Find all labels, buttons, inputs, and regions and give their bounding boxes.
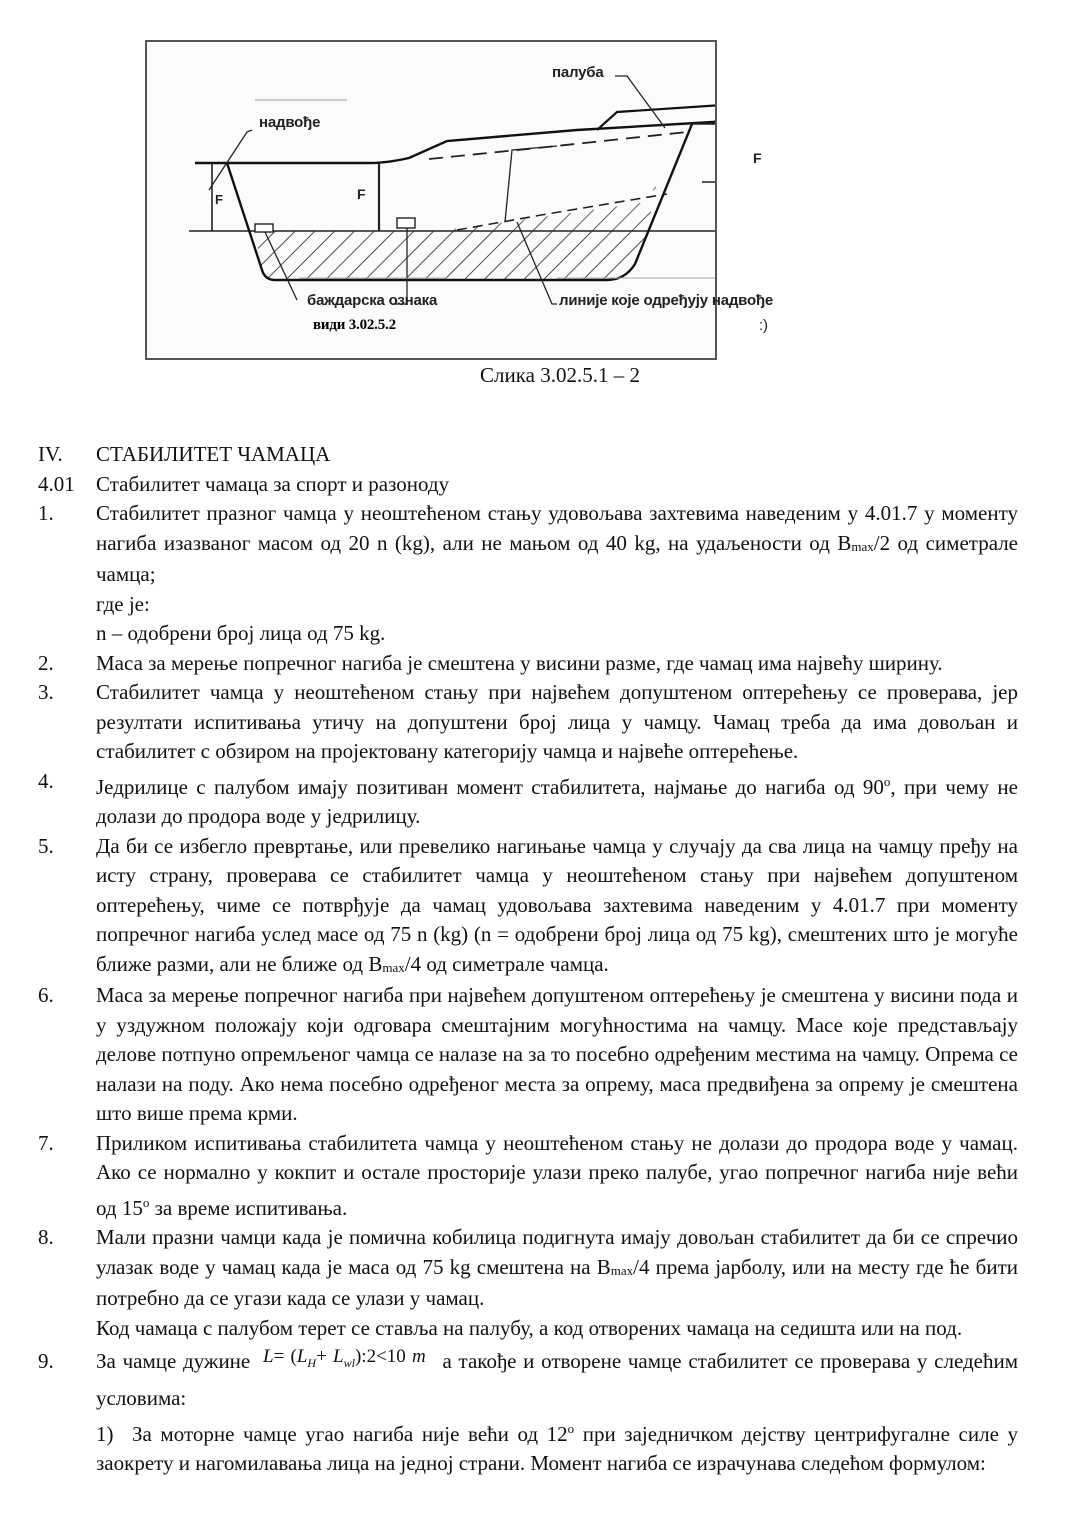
formula-sub-H: H (307, 1355, 317, 1370)
item-text: Да би се избегло превртање, или превелико нагињање чамца у случају да сва лица на чамцу пређу на исту страну, проверава се стабилитет чамца у неоштећеном стању при највећем допуштеном оптерећењу, чиме се потврђује да чамац удовољава захтевима наведеним у 4.01.7 при моменту попречног нагиба услед масе од 75 n (kg) (n = одобрени број лица од 75 kg), смештених што је могуће ближе разми, али не ближе од B (96, 833, 1018, 976)
item-text-cont: , при чему не долази до продора воде у једрилицу. (96, 774, 1018, 828)
figure-caption: Слика 3.02.5.1 – 2 (480, 363, 640, 387)
item-text-cont: за време испитивања. (149, 1195, 348, 1220)
subscript: max (851, 538, 874, 554)
item-text: Приликом испитивања стабилитета чамца у неоштећеном стању не долази до продора воде у чамац. Ако се нормално у кокпит и остале просторије улази преко палубе, угао попречног нагиба није већи од 15 (96, 1130, 1018, 1220)
item-text: Стабилитет празног чамца у неоштећеном стању удовољава захтевима наведеним у 4.01.7 у моменту нагиба изазваног масом од 20 n (kg), али не мањом од 40 kg, на удаљености од B (96, 501, 1018, 555)
list-item (38, 1223, 1018, 1343)
section-number: IV. (38, 442, 63, 466)
formula-plus: + (316, 1346, 334, 1367)
list-item (38, 981, 1018, 1129)
freeboard-lines-label: линије које одређују надвође (559, 292, 774, 309)
formula-Lwl: L (333, 1346, 344, 1367)
item-number: 4. (38, 768, 54, 793)
sub-list-item (96, 1414, 1018, 1479)
freeboard-f-left-label: F (215, 192, 223, 207)
item-text-cont: /4 према јарболу, или на месту где ће бити потребно да се угази када се улази у чамац. (96, 1254, 1018, 1310)
sub-item-text: За моторне чамце угао нагиба није већи од 12 (132, 1421, 568, 1446)
item-number: 3. (38, 680, 54, 704)
length-formula (262, 1346, 426, 1370)
item-text: Једрилице с палубом имају позитиван момент стабилитета, најмање до нагиба од 90 (96, 774, 884, 799)
freeboard-label: надвође (259, 114, 321, 131)
list-item (38, 1347, 1018, 1479)
section-heading (38, 440, 1018, 470)
formula-sub-wl: wl (343, 1355, 355, 1370)
item-text-cont: /2 од симетрале чамца; (96, 530, 1018, 586)
item-number: 6. (38, 983, 54, 1007)
formula-rest: ):2<10 (354, 1346, 406, 1367)
list-item (38, 1129, 1018, 1224)
freeboard-f-right-label: F (753, 150, 762, 166)
item-extra-text: Код чамаца с палубом терет се ставља на палубу, а код отворених чамаца на седишта или на под. (96, 1315, 963, 1340)
item-text-cont: /4 од симетрале чамца. (404, 951, 609, 976)
item-number: 5. (38, 833, 54, 858)
where-label: где је: (96, 591, 150, 616)
degree-sup: o (567, 1420, 575, 1436)
item-number: 2. (38, 650, 54, 675)
definition-n: n – одобрени број лица од 75 kg. (96, 621, 386, 645)
document-body (38, 440, 1018, 1479)
item-text: Стабилитет чамца у неоштећеном стању при највећем допуштеном оптерећењу се проверава, јер резултати испитивања утичу на допуштени број лица у чамцу. Чамац треба да има довољан и стабилитет с обзиром на пројектовану категорију чамца и највеће оптерећење. (96, 680, 1018, 763)
subsection-title: Стабилитет чамаца за спорт и разоноду (96, 471, 450, 496)
formula-L: L (262, 1346, 274, 1367)
freeboard-f-mid-label: F (357, 186, 366, 202)
item-text-cont: а такође и отворене чамце стабилитет се проверава у следећим условима: (96, 1349, 1019, 1411)
deck-label: палуба (552, 64, 604, 81)
item-text: Маса за мерење попречног нагиба је смештена у висини разме, где чамац има највећу ширину. (96, 650, 943, 675)
item-number: 1. (38, 501, 54, 525)
section-title: СТАБИЛИТЕТ ЧАМАЦА (96, 442, 331, 466)
item-text: За чамце дужине (96, 1349, 251, 1373)
item-text: Мали празни чамци када је помична кобилица подигнута имају довољан стабилитет да би се спречио улазак воде у чамац када је маса од 75 kg смештена на B (96, 1225, 1018, 1279)
list-item (38, 832, 1018, 982)
item-number: 8. (38, 1225, 54, 1249)
subsection-number: 4.01 (38, 471, 75, 496)
list-item (38, 678, 1018, 767)
formula-LH: L (296, 1346, 308, 1367)
subscript: max (610, 1262, 634, 1278)
list-item (38, 767, 1018, 832)
formula-eq: = ( (273, 1346, 297, 1367)
boat-hull-diagram (147, 42, 715, 358)
degree-sup: o (883, 773, 891, 789)
item-number: 9. (38, 1349, 54, 1373)
stray-mark: :) (759, 317, 768, 334)
list-item (38, 649, 1018, 679)
item-number: 7. (38, 1130, 54, 1155)
sub-item-number: 1) (96, 1421, 114, 1446)
list-item (38, 499, 1018, 649)
degree-sup: o (142, 1194, 150, 1210)
item-text: Маса за мерење попречног нагиба при највећем допуштеном оптерећењу је смештена у висини пода и у уздужном положају који одговара смештајним могућностима на чамцу. Масе које представљају делове потпуно опремљеног чамца се налазе на за то посебно одређеним местима на чамцу. Опрема се налази на поду. Ако нема посебно одређеног места за опрему, маса предвиђена за опрему је смештена што више према крми. (96, 983, 1018, 1125)
subscript: max (382, 959, 405, 975)
subsection-heading (38, 470, 1018, 500)
boat-freeboard-figure (145, 40, 774, 360)
see-reference-label: види 3.02.5.2 (313, 317, 396, 333)
sub-item-text-cont: при заједничком дејству центрифугалне силе у заокрету и нагомилавања лица на једној страни. Момент нагиба се израчунава следећом формулом: (96, 1421, 1018, 1476)
gauge-mark-label: баждарска ознака (307, 292, 438, 309)
formula-unit: m (412, 1346, 426, 1367)
